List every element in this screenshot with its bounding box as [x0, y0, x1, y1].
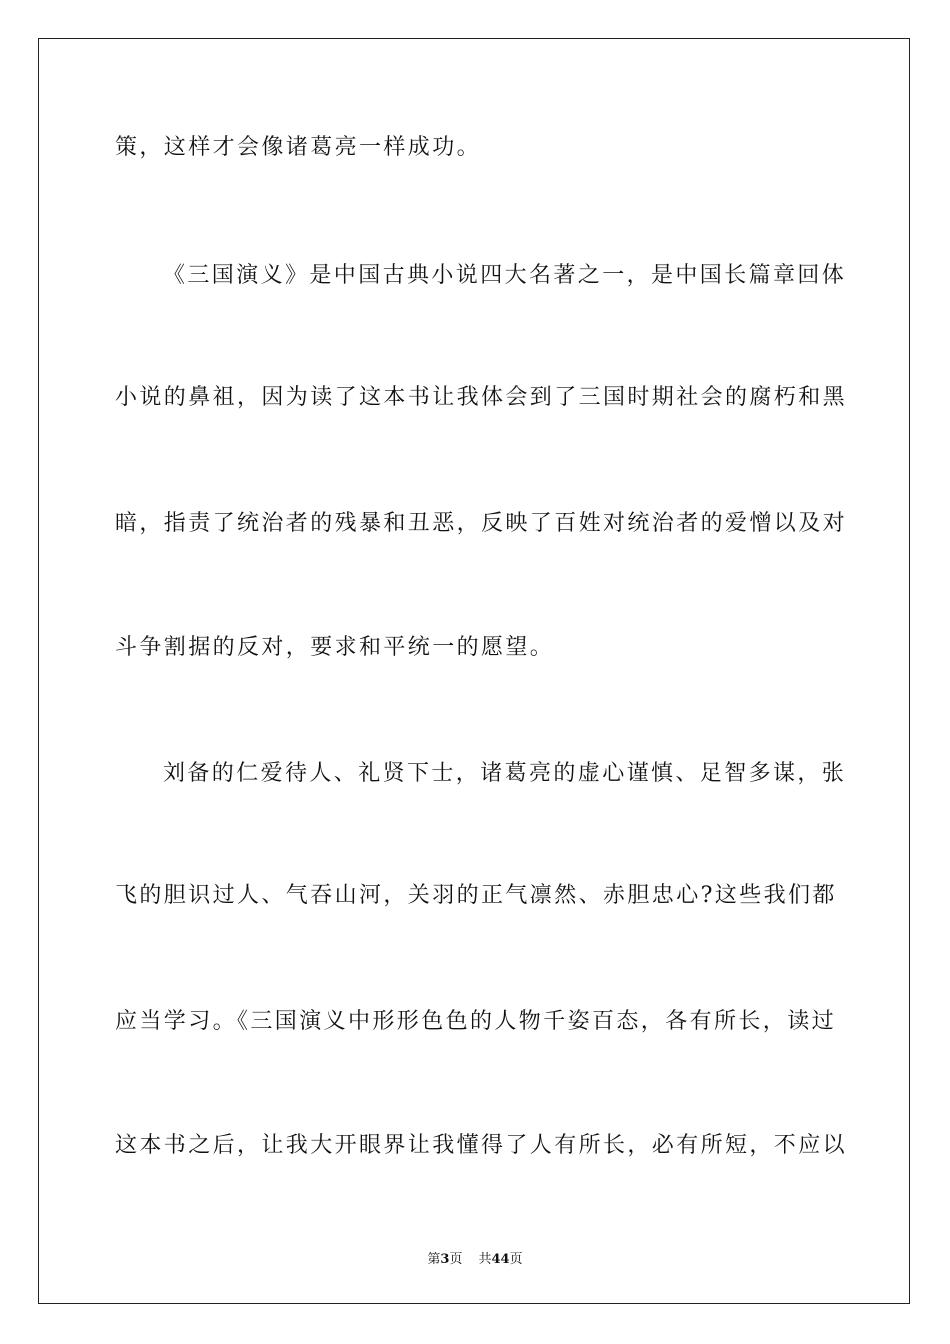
footer-page-prefix: 第: [427, 1252, 441, 1267]
footer-page-number: 3: [440, 1252, 450, 1267]
text-line-4: 暗，指责了统治者的残暴和丑恶，反映了百姓对统治者的爱憎以及对: [115, 511, 848, 536]
text-line-1: 策，这样才会像诸葛亮一样成功。: [115, 135, 482, 160]
page-footer: [0, 1248, 950, 1267]
page-border: [38, 38, 910, 1304]
text-line-9: 这本书之后，让我大开眼界让我懂得了人有所长，必有所短，不应以: [115, 1133, 848, 1158]
text-line-6: 刘备的仁爱待人、礼贤下士，诸葛亮的虚心谨慎、足智多谋，张: [163, 761, 847, 786]
footer-total-pages: 44: [491, 1252, 510, 1267]
text-line-3: 小说的鼻祖，因为读了这本书让我体会到了三国时期社会的腐朽和黑: [115, 385, 848, 410]
text-line-8: 应当学习。《三国演义中形形色色的人物千姿百态，各有所长，读过: [115, 1009, 837, 1034]
text-line-5: 斗争割据的反对，要求和平统一的愿望。: [115, 635, 555, 660]
footer-page-suffix: 页: [449, 1252, 463, 1267]
footer-total-prefix: 共: [478, 1252, 492, 1267]
footer-total-suffix: 页: [509, 1252, 523, 1267]
text-line-2: 《三国演义》是中国古典小说四大名著之一，是中国长篇章回体: [163, 263, 847, 288]
text-line-7: 飞的胆识过人、气吞山河，关羽的正气凛然、赤胆忠心?这些我们都: [115, 883, 837, 908]
